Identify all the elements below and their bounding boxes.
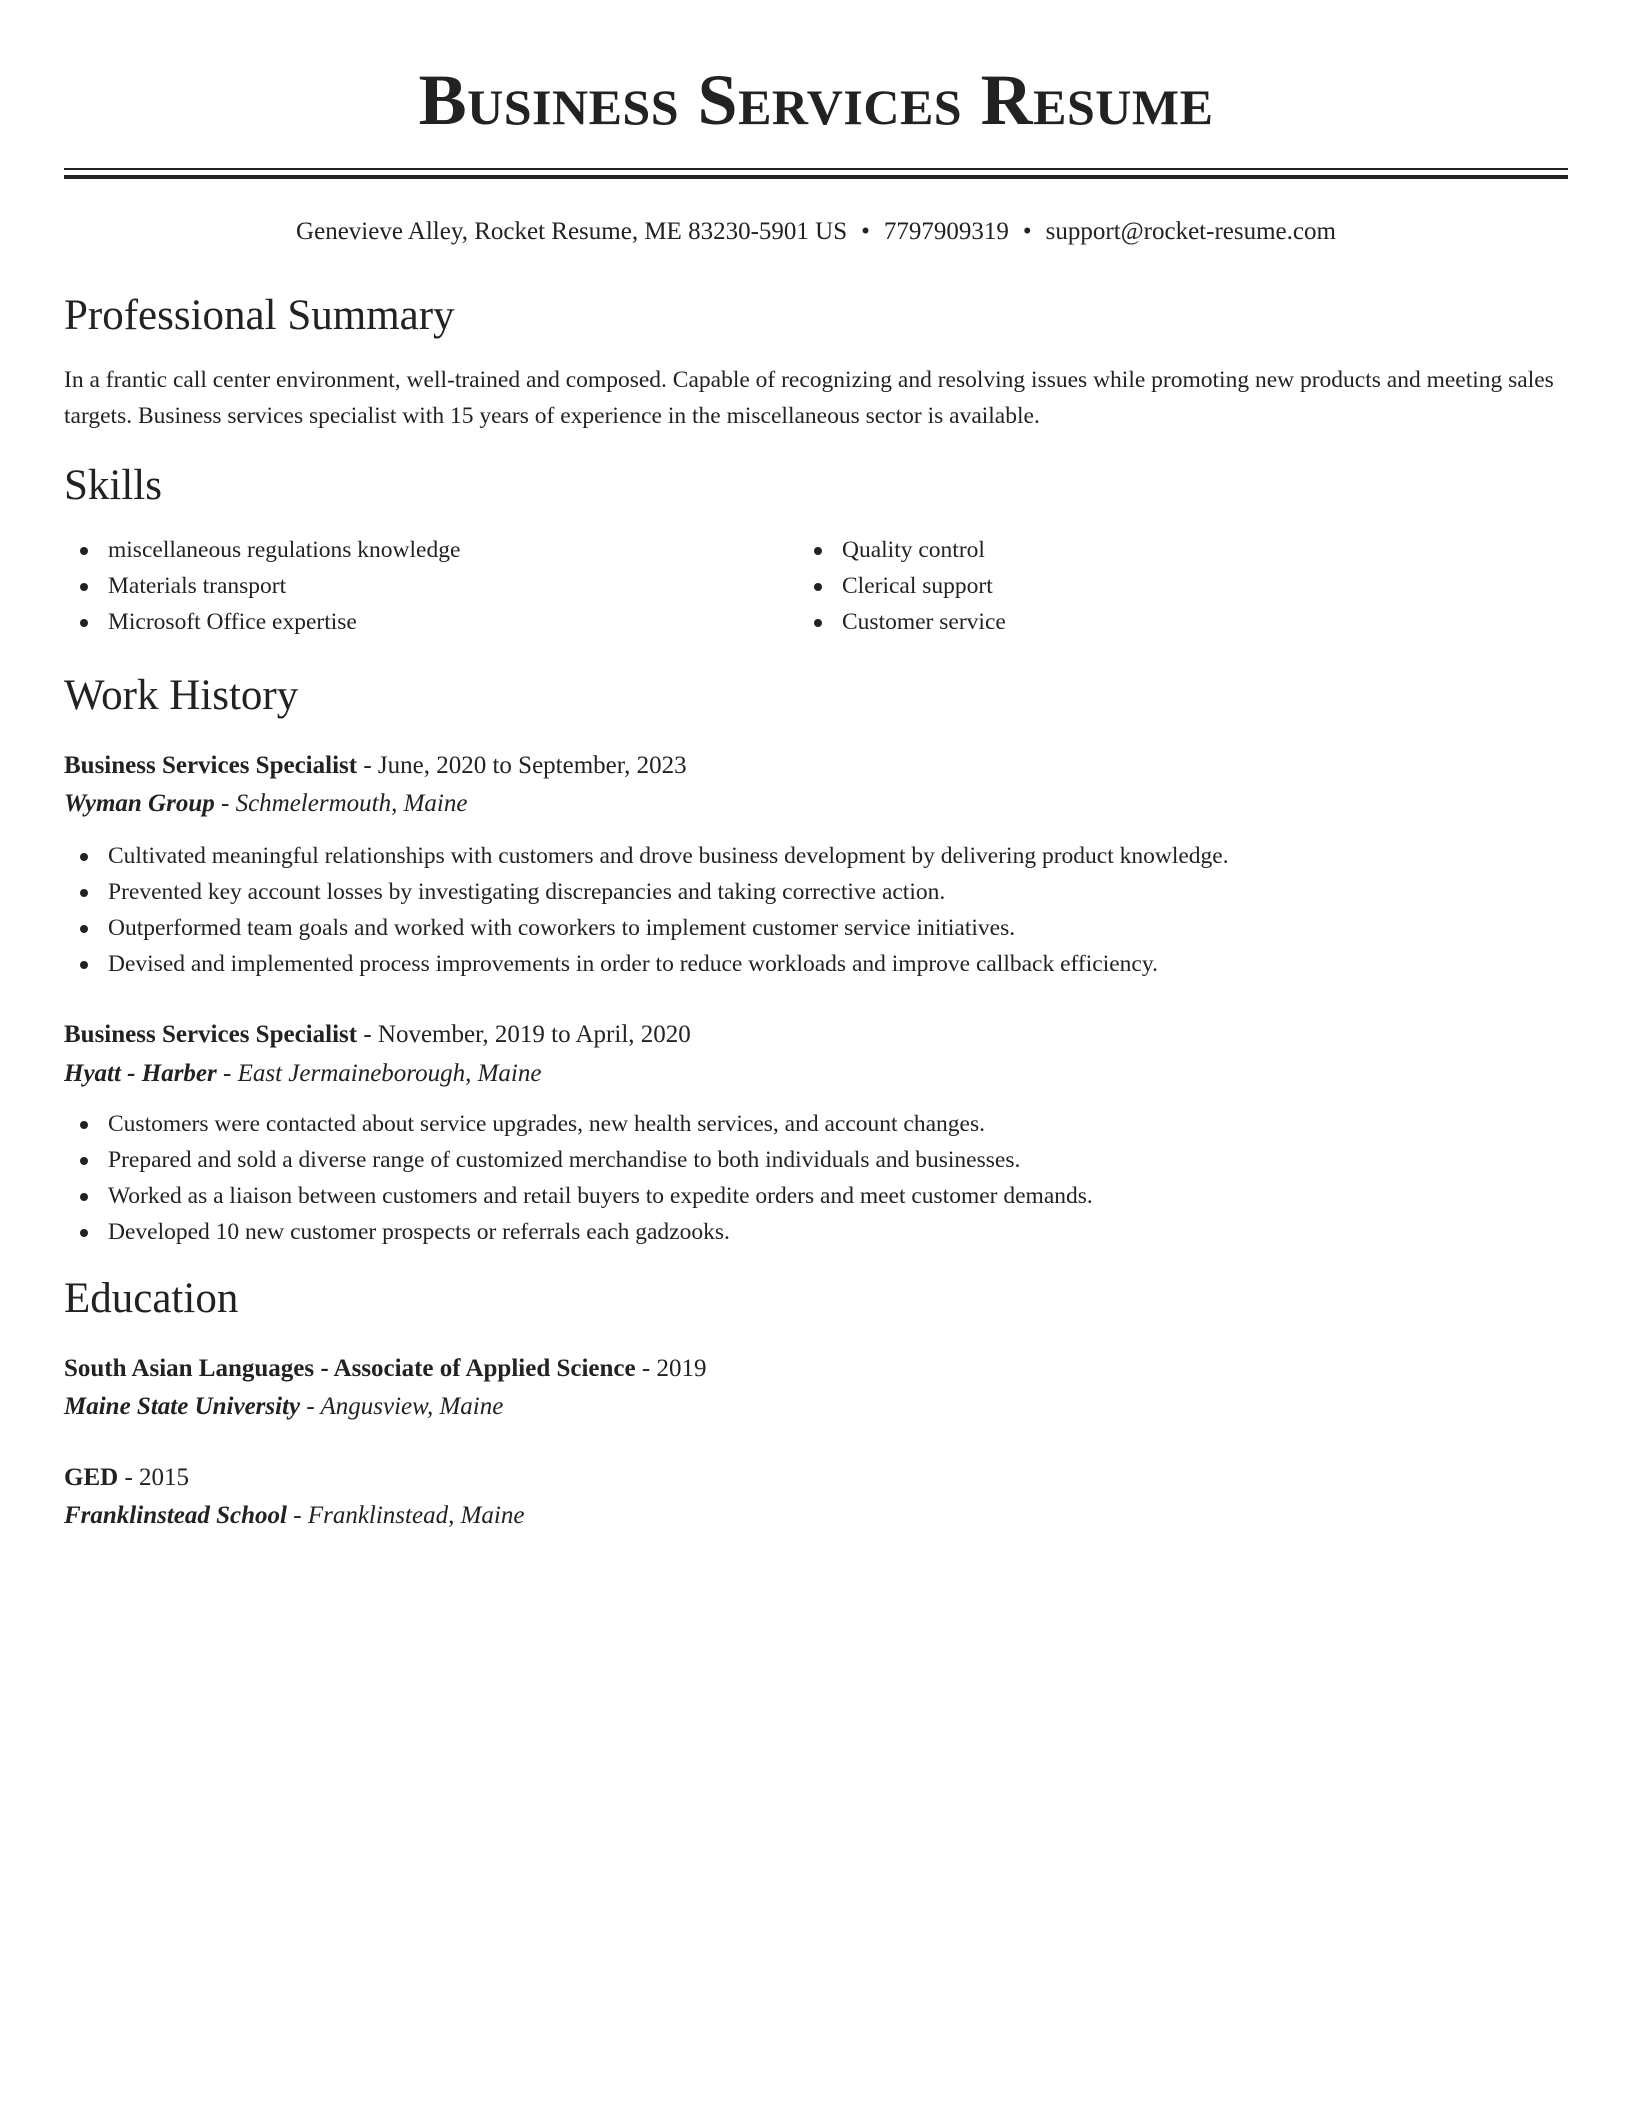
skill-item: Customer service (842, 604, 1006, 640)
skills-list-right (798, 532, 1006, 640)
contact-phone: 7797909319 (883, 218, 1009, 245)
job-duty: Worked as a liaison between customers and retail buyers to expedite orders and meet customer demands. (108, 1178, 1093, 1214)
section-title-summary: Professional Summary (64, 292, 455, 339)
school-name: Maine State University (64, 1393, 301, 1420)
skill-item: Materials transport (108, 568, 460, 604)
section-title-skills: Skills (64, 462, 162, 509)
school-name: Franklinstead School (64, 1502, 287, 1529)
title-divider-thin (64, 168, 1568, 170)
job-duty: Developed 10 new customer prospects or referrals each gadzooks. (108, 1214, 1093, 1250)
summary-text: In a frantic call center environment, well-trained and composed. Capable of recognizing and resolving issues while promoting new products and meeting sales targets. Business services specialist with 15 years of experience in the miscellaneous sector is available. (64, 367, 1554, 429)
school-line (64, 1497, 524, 1535)
dash: - (635, 1355, 657, 1382)
job-duty: Prevented key account losses by investigating discrepancies and taking corrective action. (108, 874, 1229, 910)
job-role: Business Services Specialist (64, 1021, 358, 1048)
school-line (64, 1388, 503, 1426)
dash: - (216, 1060, 238, 1087)
degree-year: 2015 (139, 1464, 190, 1491)
dash: - (118, 1464, 140, 1491)
job-duty: Customers were contacted about service upgrades, new health services, and account changes. (108, 1106, 1093, 1142)
employer-name: Hyatt - Harber (64, 1060, 217, 1087)
contact-separator: • (1022, 218, 1032, 245)
dash: - (357, 1021, 378, 1048)
employer-name: Wyman Group (64, 790, 215, 817)
section-title-education: Education (64, 1275, 239, 1322)
employer-location: East Jermaineborough, Maine (237, 1060, 542, 1087)
dash: - (214, 790, 236, 817)
job-title-line (64, 747, 687, 785)
job-title-line (64, 1016, 691, 1054)
section-title-work: Work History (64, 672, 299, 719)
job-duty: Prepared and sold a diverse range of customized merchandise to both individuals and businesses. (108, 1142, 1093, 1178)
employer-line (64, 785, 467, 823)
dash: - (357, 752, 378, 779)
job-duty: Cultivated meaningful relationships with customers and drove business development by delivering product knowledge. (108, 838, 1229, 874)
school-location: Angusview, Maine (320, 1393, 504, 1420)
job-duties-list (64, 1106, 1093, 1250)
skill-item: Clerical support (842, 568, 1006, 604)
degree-year: 2019 (656, 1355, 707, 1382)
job-duties-list (64, 838, 1229, 982)
school-location: Franklinstead, Maine (307, 1502, 525, 1529)
resume-page (64, 0, 1568, 1529)
resume-title: Business Services Resume (418, 60, 1214, 140)
skill-item: Microsoft Office expertise (108, 604, 460, 640)
contact-line (64, 214, 1568, 250)
job-role: Business Services Specialist (64, 752, 358, 779)
title-divider-thick (64, 175, 1568, 179)
job-duty: Devised and implemented process improvements in order to reduce workloads and improve callback efficiency. (108, 946, 1229, 982)
dash: - (300, 1393, 321, 1420)
degree-line (64, 1350, 706, 1388)
contact-email[interactable]: support@rocket-resume.com (1045, 218, 1336, 245)
job-dates: June, 2020 to September, 2023 (377, 752, 687, 779)
dash: - (286, 1502, 308, 1529)
job-duty: Outperformed team goals and worked with coworkers to implement customer service initiatives. (108, 910, 1229, 946)
degree-name: South Asian Languages - Associate of Applied Science (64, 1355, 636, 1382)
employer-location: Schmelermouth, Maine (235, 790, 468, 817)
employer-line (64, 1055, 541, 1093)
job-dates: November, 2019 to April, 2020 (377, 1021, 691, 1048)
skill-item: miscellaneous regulations knowledge (108, 532, 460, 568)
degree-name: GED (64, 1464, 119, 1491)
skills-list-left (64, 532, 460, 640)
degree-line (64, 1459, 189, 1497)
contact-separator: • (861, 218, 870, 245)
contact-address: Genevieve Alley, Rocket Resume, ME 83230-5901 US (296, 218, 848, 245)
skill-item: Quality control (842, 532, 1006, 568)
